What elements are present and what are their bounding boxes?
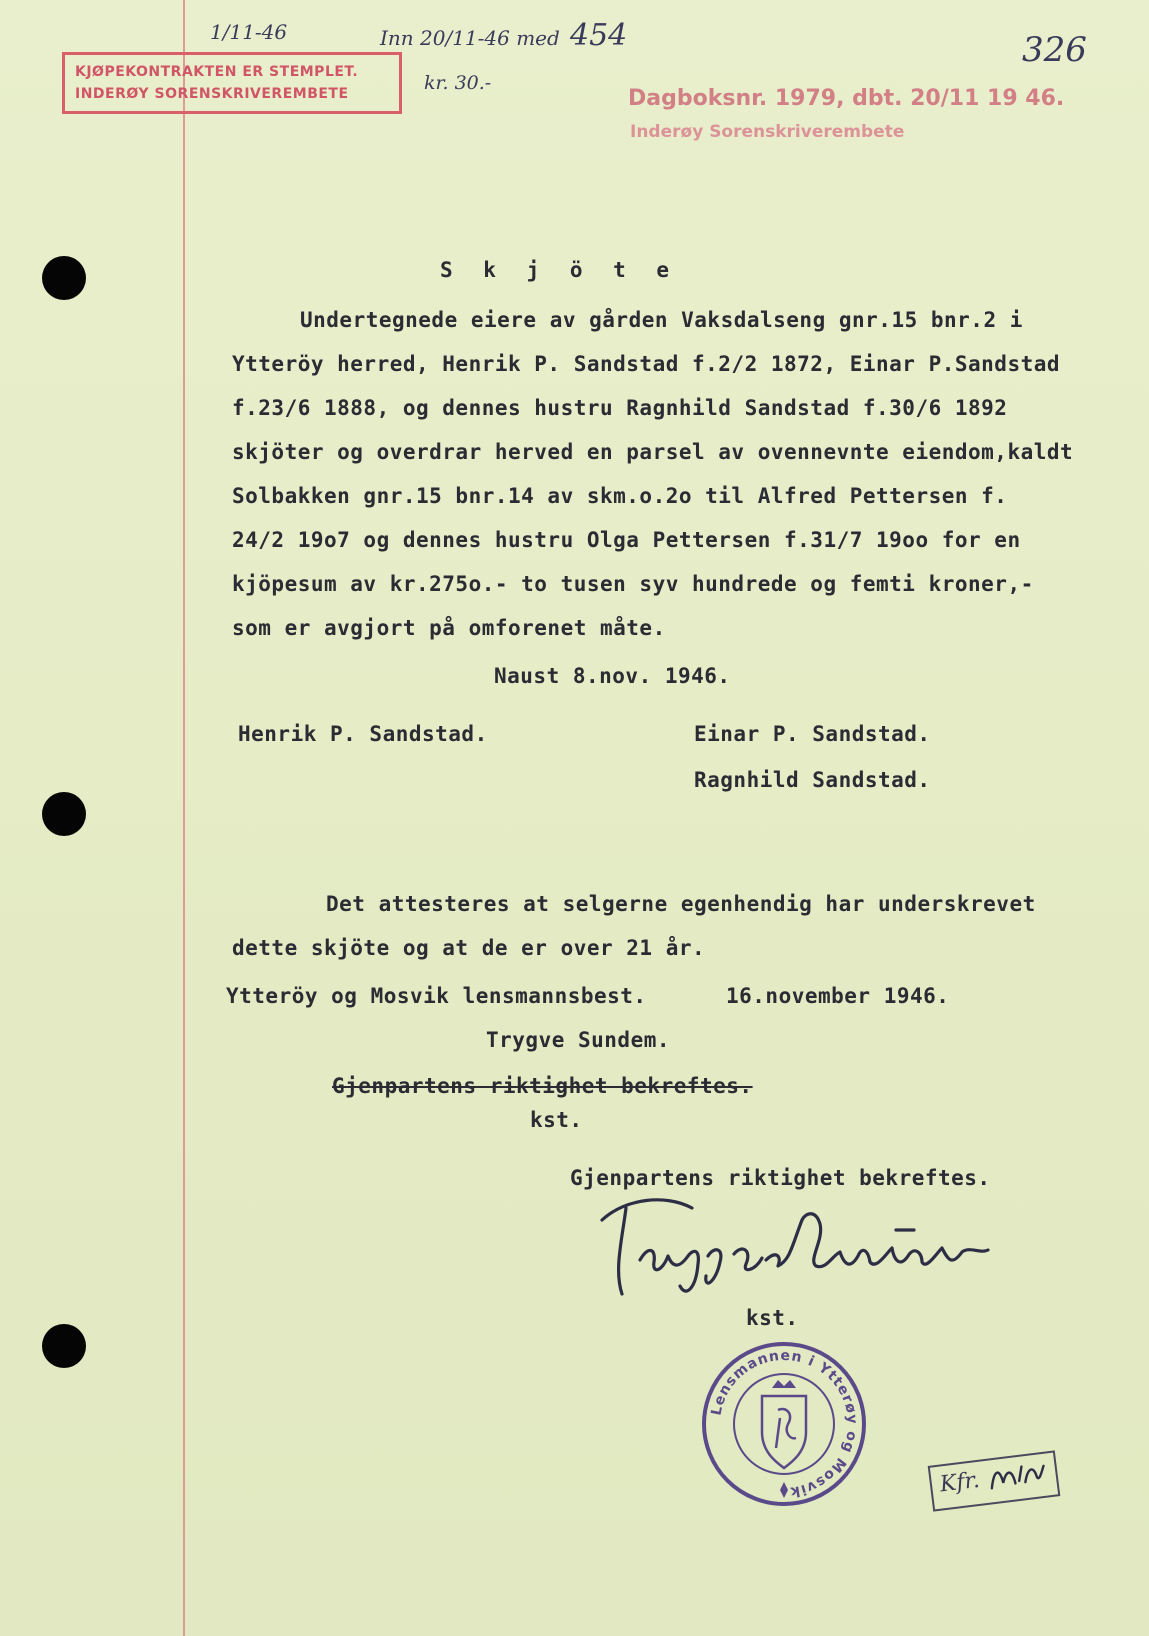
kfr-check-stamp <box>928 1450 1061 1511</box>
body-line: kjöpesum av kr.275o.- to tusen syv hundrede og femti kroner,- <box>232 572 1034 596</box>
punch-hole <box>42 792 86 836</box>
punch-hole <box>42 256 86 300</box>
signer-name: Ragnhild Sandstad. <box>694 768 931 792</box>
signer-name: Henrik P. Sandstad. <box>238 722 488 746</box>
journal-office: Inderøy Sorenskriverembete <box>630 122 905 142</box>
official-seal-stamp <box>700 1340 868 1508</box>
kfr-label: Kfr. <box>938 1467 981 1498</box>
body-line: f.23/6 1888, og dennes hustru Ragnhild Sandstad f.30/6 1892 <box>232 396 1008 420</box>
journal-stamp: Dagboksnr. 1979, dbt. 20/11 19 46. <box>628 86 1065 111</box>
seal-text: Lensmannen i Ytterøy og Mosvik <box>708 1347 861 1500</box>
registration-stamp <box>62 52 402 114</box>
body-line: 24/2 19o7 og dennes hustru Olga Pettersen f.31/7 19oo for en <box>232 528 1021 552</box>
body-line: som er avgjort på omforenet måte. <box>232 616 666 640</box>
handwritten-number: 454 <box>570 18 628 53</box>
office-date: 16.november 1946. <box>726 984 950 1008</box>
office-name: Ytteröy og Mosvik lensmannsbest. <box>226 984 647 1008</box>
struck-line: Gjenpartens riktighet bekreftes. <box>332 1074 753 1098</box>
copy-confirmation: Gjenpartens riktighet bekreftes. <box>570 1166 991 1190</box>
svg-text:Lensmannen i Ytterøy og Mosvik <box>709 1348 861 1500</box>
handwritten-date: 1/11-46 <box>210 20 288 44</box>
attestation-line: dette skjöte og at de er over 21 år. <box>232 936 706 960</box>
document-title: S k j ö t e <box>440 258 679 282</box>
kst-label: kst. <box>746 1306 799 1330</box>
initials-scribble <box>985 1458 1048 1495</box>
kst-label: kst. <box>530 1108 583 1132</box>
page-number: 326 <box>1022 30 1087 70</box>
margin-rule <box>183 0 185 1636</box>
handwritten-note: Inn 20/11-46 med <box>380 26 560 50</box>
handwritten-note: kr. 30.- <box>424 72 492 94</box>
stamp-line: KJØPEKONTRAKTEN ER STEMPLET. <box>75 64 359 80</box>
body-line: Undertegnede eiere av gården Vaksdalseng gnr.15 bnr.2 i <box>300 308 1023 332</box>
handwritten-signature <box>596 1190 1016 1300</box>
stamp-line: INDERØY SORENSKRIVEREMBETE <box>75 86 349 102</box>
signer-name: Einar P. Sandstad. <box>694 722 931 746</box>
body-line: Ytteröy herred, Henrik P. Sandstad f.2/2 1872, Einar P.Sandstad <box>232 352 1061 376</box>
place-date: Naust 8.nov. 1946. <box>494 664 731 688</box>
attestation-line: Det attesteres at selgerne egenhendig har underskrevet <box>326 892 1036 916</box>
officer-name: Trygve Sundem. <box>486 1028 671 1052</box>
body-line: skjöter og overdrar herved en parsel av ovennevnte eiendom,kaldt <box>232 440 1074 464</box>
body-line: Solbakken gnr.15 bnr.14 av skm.o.2o til Alfred Pettersen f. <box>232 484 1008 508</box>
punch-hole <box>42 1324 86 1368</box>
